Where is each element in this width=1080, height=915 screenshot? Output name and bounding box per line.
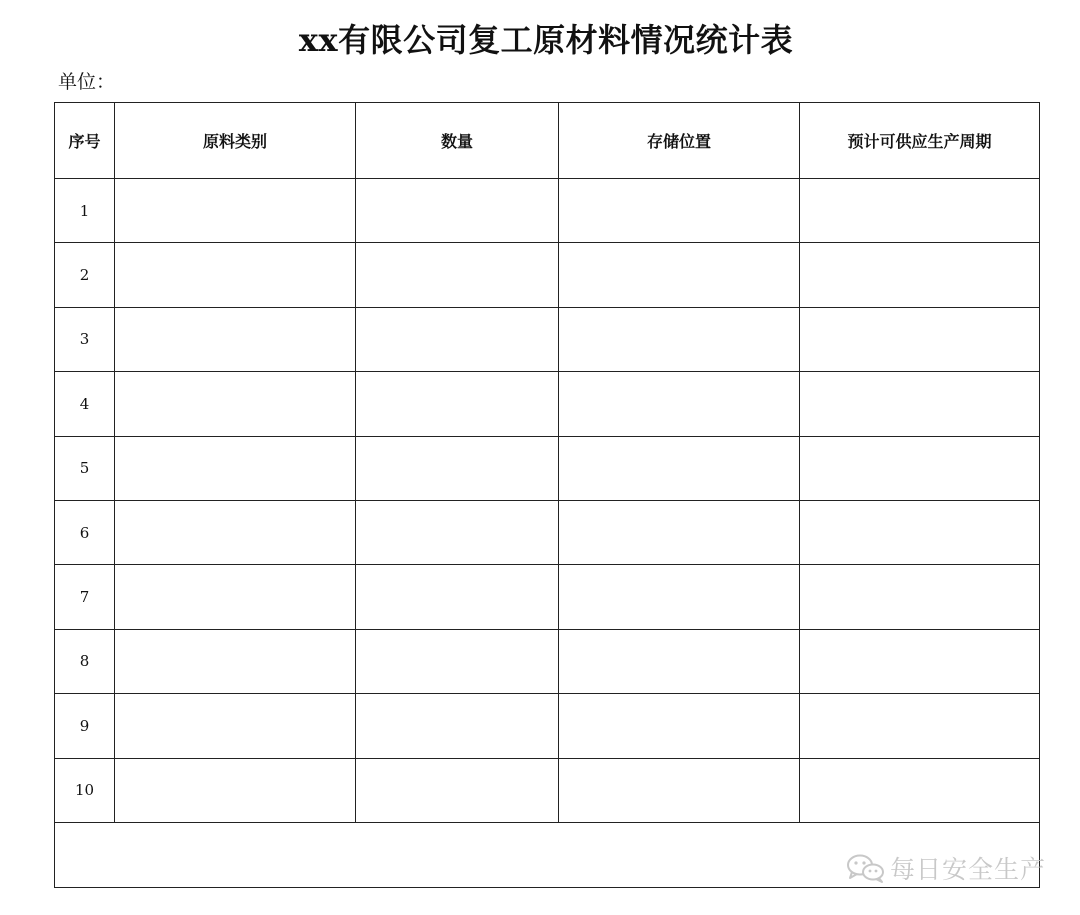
table-row [55,629,1040,693]
storage-location-cell[interactable] [559,565,800,629]
quantity-cell[interactable] [356,179,559,243]
supply-period-cell[interactable] [800,307,1040,371]
quantity-cell[interactable] [356,565,559,629]
material-type-cell[interactable] [115,500,356,564]
header-material-type: 原料类别 [115,103,356,179]
quantity-cell[interactable] [356,500,559,564]
storage-location-cell[interactable] [559,694,800,758]
storage-location-cell[interactable] [559,629,800,693]
row-number: 9 [55,694,115,758]
header-quantity: 数量 [356,103,559,179]
row-number: 7 [55,565,115,629]
supply-period-cell[interactable] [800,694,1040,758]
storage-location-cell[interactable] [559,243,800,307]
table-row [55,436,1040,500]
quantity-cell[interactable] [356,629,559,693]
row-number: 4 [55,372,115,436]
row-number: 10 [55,758,115,822]
supply-period-cell[interactable] [800,629,1040,693]
storage-location-cell[interactable] [559,372,800,436]
table-row [55,758,1040,822]
quantity-cell[interactable] [356,243,559,307]
watermark [846,848,1046,888]
material-type-cell[interactable] [115,758,356,822]
material-type-cell[interactable] [115,629,356,693]
storage-location-cell[interactable] [559,307,800,371]
unit-label: 单位： [58,71,116,93]
material-type-cell[interactable] [115,307,356,371]
table-row [55,694,1040,758]
row-number: 8 [55,629,115,693]
page-title: xx有限公司复工原材料情况统计表 [298,21,794,59]
table-row [55,565,1040,629]
storage-location-cell[interactable] [559,179,800,243]
quantity-cell[interactable] [356,758,559,822]
quantity-cell[interactable] [356,436,559,500]
material-type-cell[interactable] [115,436,356,500]
supply-period-cell[interactable] [800,372,1040,436]
storage-location-cell[interactable] [559,758,800,822]
header-storage-location: 存储位置 [559,103,800,179]
material-type-cell[interactable] [115,179,356,243]
quantity-cell[interactable] [356,372,559,436]
supply-period-cell[interactable] [800,436,1040,500]
table-row [55,179,1040,243]
header-supply-period: 预计可供应生产周期 [800,103,1040,179]
supply-period-cell[interactable] [800,565,1040,629]
wechat-icon [846,853,886,883]
material-type-cell[interactable] [115,565,356,629]
watermark-text: 每日安全生产 [889,855,1046,884]
supply-period-cell[interactable] [800,500,1040,564]
header-serial-number: 序号 [55,103,115,179]
table-row [55,500,1040,564]
row-number: 1 [55,179,115,243]
quantity-cell[interactable] [356,694,559,758]
row-number: 3 [55,307,115,371]
supply-period-cell[interactable] [800,243,1040,307]
material-type-cell[interactable] [115,243,356,307]
table-row [55,243,1040,307]
row-number: 2 [55,243,115,307]
row-number: 5 [55,436,115,500]
statistics-table [54,102,1040,888]
row-number: 6 [55,500,115,564]
material-type-cell[interactable] [115,372,356,436]
storage-location-cell[interactable] [559,500,800,564]
quantity-cell[interactable] [356,307,559,371]
table-row [55,307,1040,371]
header-row [55,103,1040,179]
storage-location-cell[interactable] [559,436,800,500]
table-row [55,372,1040,436]
material-type-cell[interactable] [115,694,356,758]
supply-period-cell[interactable] [800,179,1040,243]
supply-period-cell[interactable] [800,758,1040,822]
